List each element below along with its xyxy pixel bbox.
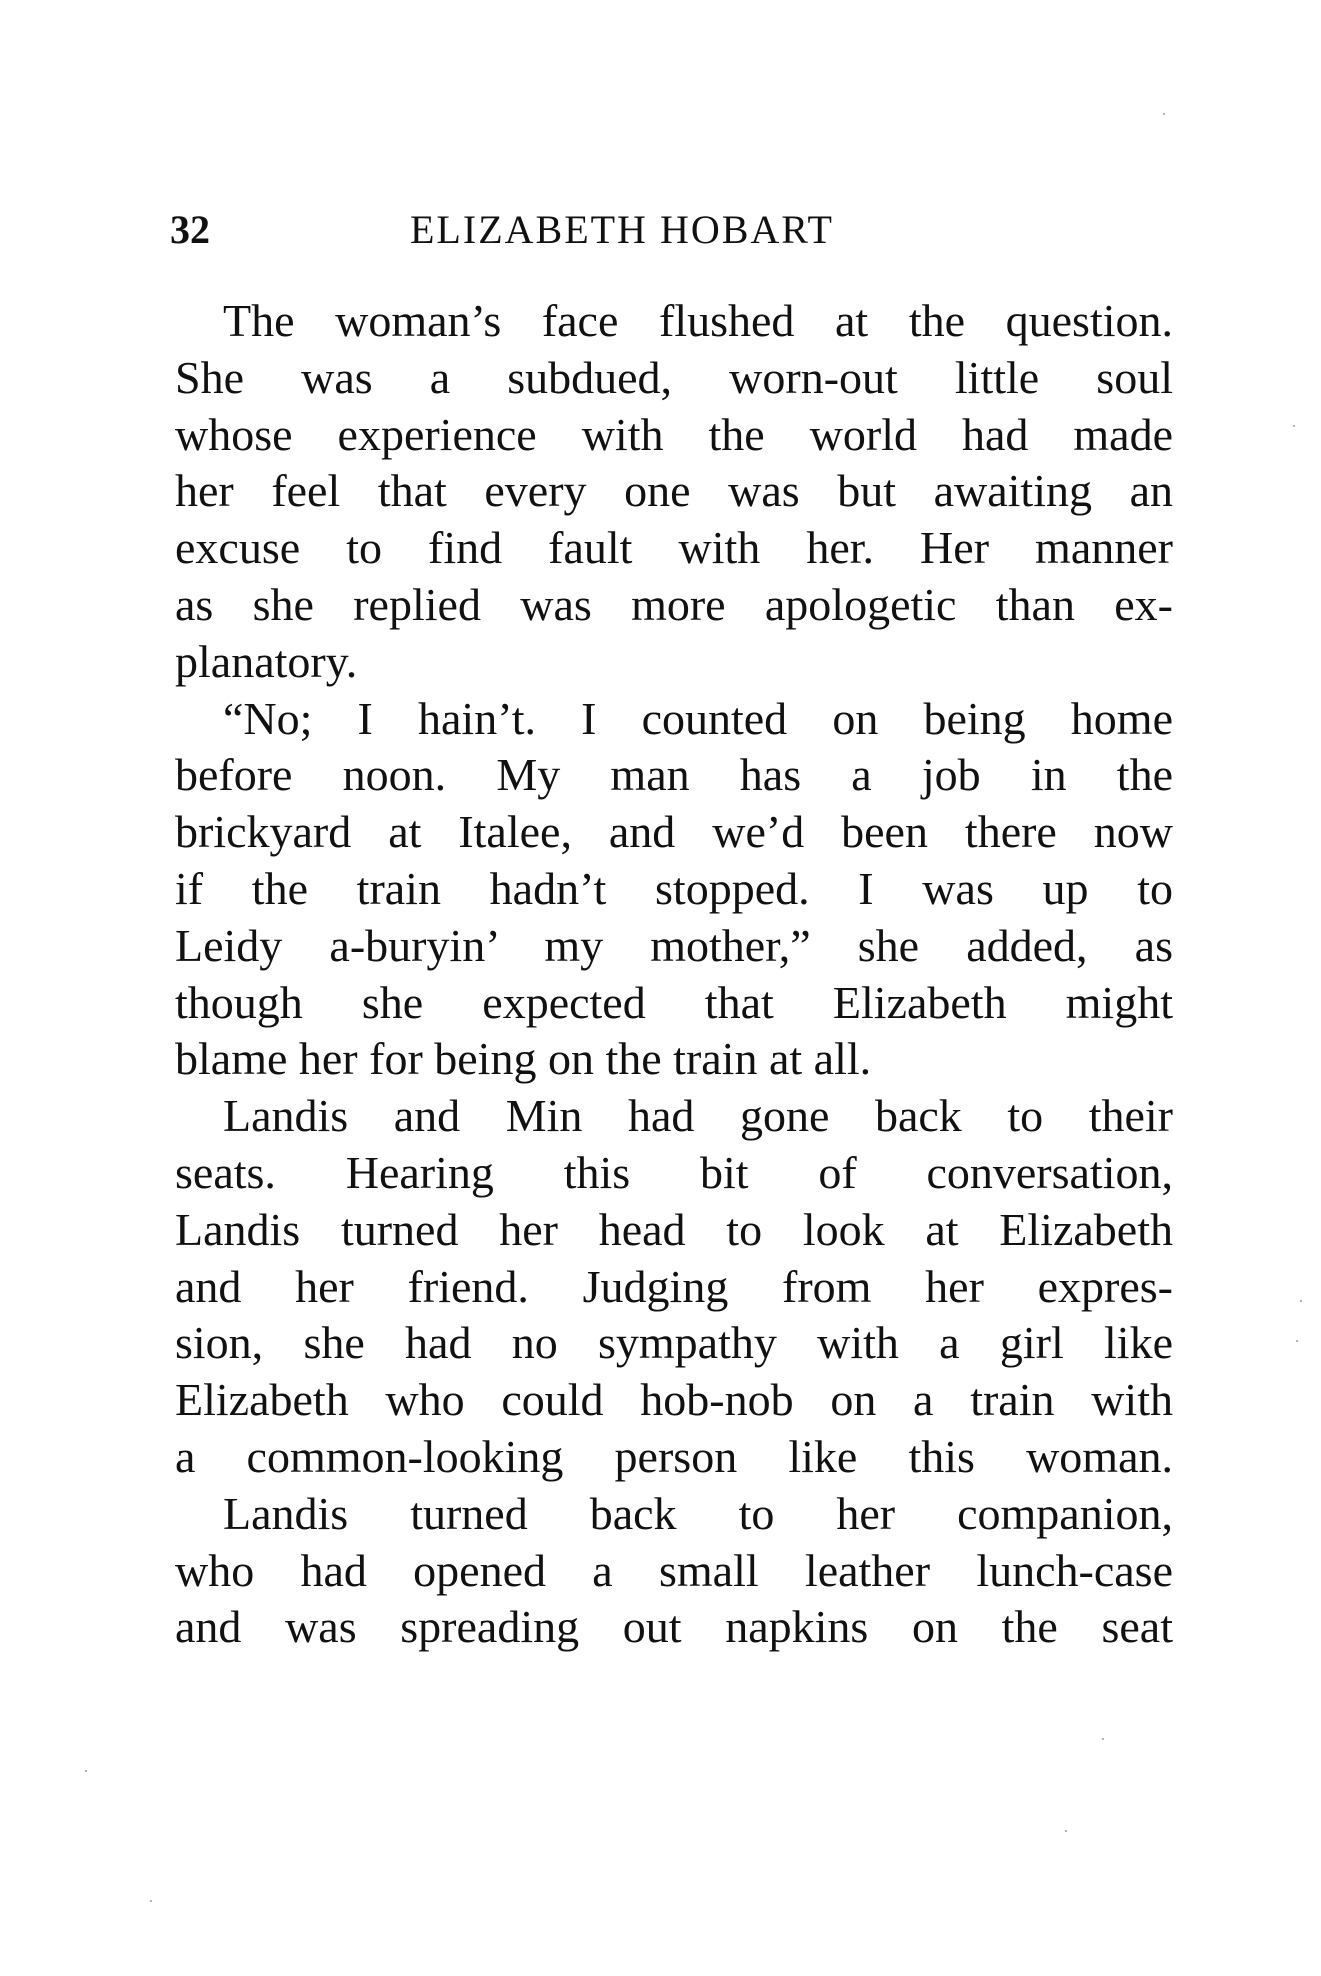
text-line: who had opened a small leather lunch-case: [175, 1544, 1173, 1596]
scan-speck: [1293, 425, 1295, 427]
text-line: her feel that every one was but awaiting an: [175, 465, 1173, 517]
scan-speck: [1102, 1738, 1104, 1740]
book-title: ELIZABETH HOBART: [410, 207, 834, 252]
text-line: Leidy a-buryin’ my mother,” she added, as: [175, 919, 1173, 971]
paragraph: [175, 1486, 1173, 1656]
text-line: as she replied was more apologetic than ex-: [175, 578, 1173, 630]
text-line: before noon. My man has a job in the: [175, 749, 1173, 801]
text-line: a common-looking person like this woman.: [175, 1430, 1173, 1482]
text-line: Landis and Min had gone back to their: [223, 1090, 1173, 1142]
text-line: She was a subdued, worn-out little soul: [175, 351, 1173, 403]
page-number: 32: [170, 207, 210, 252]
running-head: [170, 200, 1170, 260]
text-line: The woman’s face flushed at the question.: [223, 295, 1173, 346]
text-line: excuse to find fault with her. Her manner: [175, 522, 1173, 574]
text-line: and was spreading out napkins on the seat: [175, 1601, 1173, 1653]
text-line: Landis turned back to her companion,: [223, 1487, 1173, 1539]
scan-speck: [1163, 113, 1165, 115]
paragraph: [175, 1088, 1173, 1486]
body-text: [175, 293, 1173, 1656]
text-line: whose experience with the world had made: [175, 408, 1173, 460]
scan-speck: [1296, 1340, 1298, 1342]
scan-speck: [1300, 1300, 1302, 1302]
scan-speck: [150, 1900, 152, 1902]
text-line: brickyard at Italee, and we’d been there now: [175, 806, 1173, 858]
paragraph: [175, 293, 1173, 691]
text-line: planatory.: [175, 635, 358, 687]
paragraph: [175, 691, 1173, 1089]
text-line: and her friend. Judging from her expres-: [175, 1260, 1173, 1312]
text-line: “No; I hain’t. I counted on being home: [223, 692, 1173, 744]
text-line: seats. Hearing this bit of conversation,: [175, 1146, 1173, 1198]
text-line: though she expected that Elizabeth might: [175, 976, 1173, 1028]
text-line: Elizabeth who could hob-nob on a train with: [175, 1374, 1173, 1426]
scan-speck: [85, 1770, 87, 1772]
text-line: blame her for being on the train at all.: [175, 1033, 872, 1085]
text-line: Landis turned her head to look at Elizabeth: [175, 1203, 1173, 1255]
text-line: sion, she had no sympathy with a girl like: [175, 1317, 1173, 1369]
scan-speck: [1065, 1830, 1067, 1832]
text-line: if the train hadn’t stopped. I was up to: [175, 862, 1173, 914]
